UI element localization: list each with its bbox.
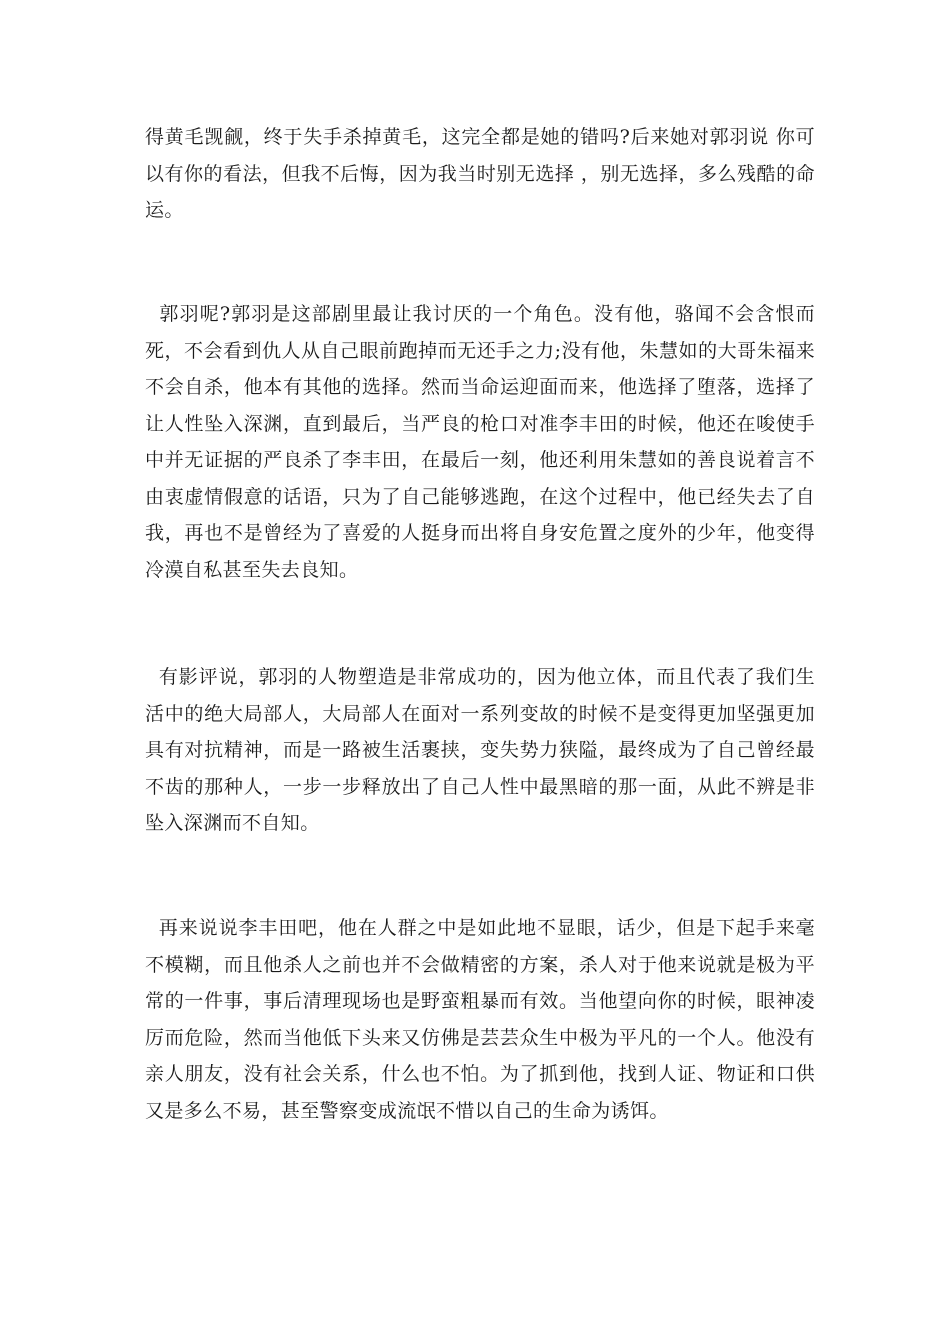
paragraph-3: 有影评说，郭羽的人物塑造是非常成功的，因为他立体，而且代表了我们生活中的绝大局部人，大局部人在面对一系列变故的时候不是变得更加坚强更加具有对抗精神，而是一路被生活裹挟，变失势力狭隘，最终成为了自己曾经最不齿的那种人，一步一步释放出了自己人性中最黑暗的那一面，从此不辨是非坠入深渊而不自知。: [145, 666, 815, 834]
paragraph-2: 郭羽呢?郭羽是这部剧里最让我讨厌的一个角色。没有他，骆闻不会含恨而死，不会看到仇人从自己眼前跑掉而无还手之力;没有他，朱慧如的大哥朱福来不会自杀，他本有其他的选择。然而当命运迎面而来，他选择了堕落，选择了让人性坠入深渊，直到最后，当严良的枪口对准李丰田的时候，他还在唆使手中并无证据的严良杀了李丰田，在最后一刻，他还利用朱慧如的善良说着言不由衷虚情假意的话语，只为了自己能够逃跑，在这个过程中，他已经失去了自我，再也不是曾经为了喜爱的人挺身而出将自身安危置之度外的少年，他变得冷漠自私甚至失去良知。: [145, 303, 816, 581]
paragraph-4: 再来说说李丰田吧，他在人群之中是如此地不显眼，话少，但是下起手来毫不模糊，而且他杀人之前也并不会做精密的方案，杀人对于他来说就是极为平常的一件事，事后清理现场也是野蛮粗暴而有效。当他望向你的时候，眼神凌厉而危险，然而当他低下头来又仿佛是芸芸众生中极为平凡的一个人。他没有亲人朋友，没有社会关系，什么也不怕。为了抓到他，找到人证、物证和口供又是多么不易，甚至警察变成流氓不惜以自己的生命为诱饵。: [145, 917, 815, 1122]
paragraph-1: 得黄毛觊觎，终于失手杀掉黄毛，这完全都是她的错吗?后来她对郭羽说 你可以有你的看法，但我不后悔，因为我当时别无选择 ，别无选择，多么残酷的命运。: [145, 126, 815, 221]
